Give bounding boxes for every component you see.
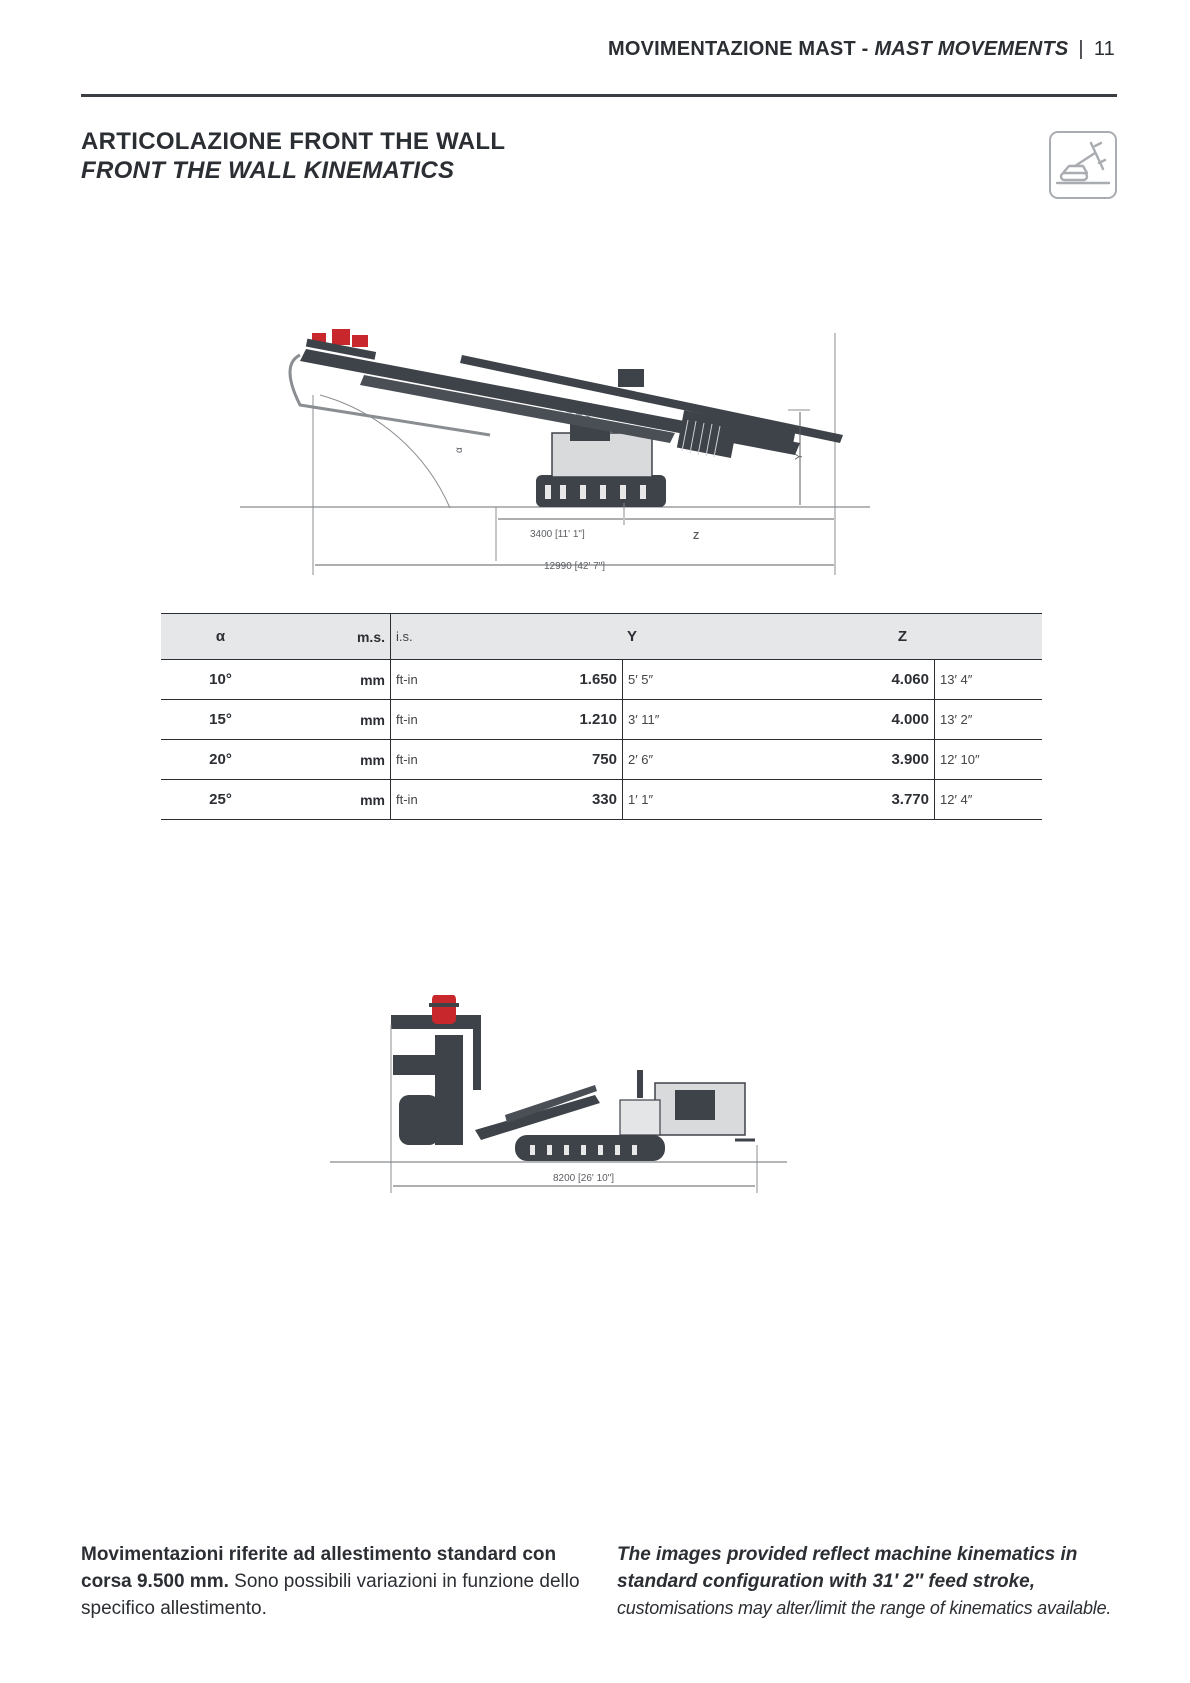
cell-is: ft-in bbox=[391, 660, 502, 700]
header-alpha: α bbox=[161, 614, 280, 660]
y-dimension-label: Y bbox=[794, 453, 805, 460]
footer-it-regular: Sono possibili variazioni in funzione dello specifico allestimento. bbox=[81, 1571, 580, 1619]
page-header bbox=[608, 38, 1115, 61]
cell-y-mm: 1.210 bbox=[501, 700, 623, 740]
z-dimension-label: Z bbox=[693, 531, 700, 542]
page-number: 11 bbox=[1093, 38, 1115, 60]
header-is: i.s. bbox=[391, 614, 502, 660]
cell-ms: mm bbox=[280, 660, 391, 700]
section-title-en: MAST MOVEMENTS bbox=[874, 38, 1069, 60]
cell-is: ft-in bbox=[391, 700, 502, 740]
cell-alpha: 15° bbox=[161, 700, 280, 740]
kinematics-table bbox=[161, 613, 1042, 820]
header-y: Y bbox=[501, 614, 763, 660]
cell-ms: mm bbox=[280, 780, 391, 820]
cell-is: ft-in bbox=[391, 740, 502, 780]
total-length-label: 12990 [42' 7"] bbox=[544, 561, 606, 572]
table-header-row bbox=[161, 614, 1042, 660]
table-row bbox=[161, 700, 1042, 740]
cell-z-mm: 3.770 bbox=[763, 780, 935, 820]
cell-y-ftin: 5′ 5″ bbox=[623, 660, 764, 700]
footer-it-bold: Movimentazioni riferite ad allestimento standard con corsa 9.500 mm. bbox=[81, 1544, 557, 1592]
header-separator: | bbox=[1078, 38, 1084, 60]
header-ms: m.s. bbox=[280, 614, 391, 660]
footer-note-it bbox=[81, 1541, 591, 1622]
table-row bbox=[161, 780, 1042, 820]
cell-z-ftin: 13′ 2″ bbox=[935, 700, 1043, 740]
cell-ms: mm bbox=[280, 740, 391, 780]
footer-note-en bbox=[617, 1541, 1127, 1622]
cell-z-mm: 4.000 bbox=[763, 700, 935, 740]
front-wall-kinematics-drawing bbox=[240, 325, 880, 585]
cell-y-ftin: 1′ 1″ bbox=[623, 780, 764, 820]
cell-z-mm: 4.060 bbox=[763, 660, 935, 700]
cell-alpha: 10° bbox=[161, 660, 280, 700]
cell-ms: mm bbox=[280, 700, 391, 740]
cell-z-ftin: 12′ 4″ bbox=[935, 780, 1043, 820]
cell-y-mm: 750 bbox=[501, 740, 623, 780]
alpha-label: α bbox=[454, 447, 465, 453]
footer-en-bold: The images provided reflect machine kinematics in standard configuration with 31′ 2″ feed stroke, bbox=[617, 1544, 1078, 1592]
cell-z-mm: 3.900 bbox=[763, 740, 935, 780]
transport-length-label: 8200 [26' 10"] bbox=[553, 1173, 615, 1184]
cell-alpha: 20° bbox=[161, 740, 280, 780]
transport-position-drawing bbox=[325, 995, 795, 1210]
header-z: Z bbox=[763, 614, 1042, 660]
page-title-it: ARTICOLAZIONE FRONT THE WALL bbox=[81, 128, 506, 155]
cell-y-ftin: 3′ 11″ bbox=[623, 700, 764, 740]
cell-y-mm: 330 bbox=[501, 780, 623, 820]
cell-alpha: 25° bbox=[161, 780, 280, 820]
cell-z-ftin: 12′ 10″ bbox=[935, 740, 1043, 780]
cell-is: ft-in bbox=[391, 780, 502, 820]
footer-en-regular: customisations may alter/limit the range of kinematics available. bbox=[617, 1598, 1112, 1618]
table-row bbox=[161, 740, 1042, 780]
cell-y-ftin: 2′ 6″ bbox=[623, 740, 764, 780]
page-title bbox=[81, 127, 505, 185]
front-the-wall-rig-icon bbox=[1049, 131, 1117, 199]
page-title-en: FRONT THE WALL KINEMATICS bbox=[81, 157, 455, 184]
table-row bbox=[161, 660, 1042, 700]
cell-y-mm: 1.650 bbox=[501, 660, 623, 700]
cell-z-ftin: 13′ 4″ bbox=[935, 660, 1043, 700]
header-rule bbox=[81, 94, 1117, 97]
section-title-it: MOVIMENTAZIONE MAST - bbox=[608, 38, 869, 60]
track-dimension-label: 3400 [11' 1"] bbox=[530, 529, 585, 540]
